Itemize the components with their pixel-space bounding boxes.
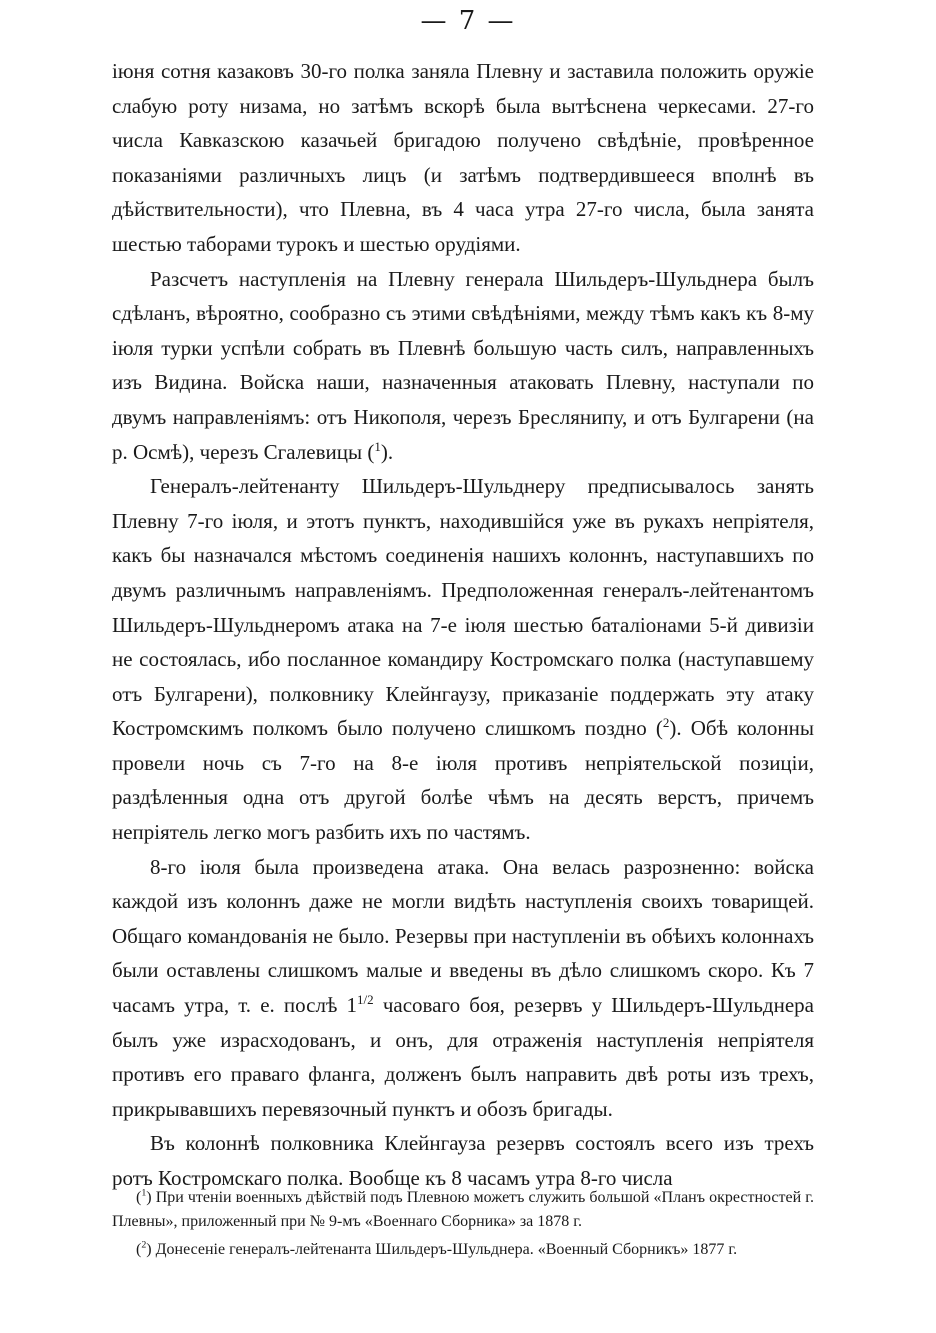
paragraph-text: 8-го іюля была произведена атака. Она велась разрозненно: войска каждой изъ колоннъ даже не могли видѣть наступленія своихъ товарищей. Общаго командованія не было. Резервы при наступленіи въ обѣихъ колоннахъ были оставлены слишкомъ малые и введены въ дѣло слишкомъ скоро. Къ 7 часамъ утра, т. е. послѣ 1 <box>112 854 814 1018</box>
footnote: ($^2$) Донесеніе генералъ-лейтенанта Шильдеръ-Шульднера. «Военный Сборникъ» 1877 г. <box>136 1239 738 1258</box>
paragraph <box>112 850 814 1127</box>
paragraph-text: Генералъ-лейтенанту Шильдеръ-Шульднеру предписывалось занять Плевну 7-го іюля, и этотъ пунктъ, находившійся уже въ рукахъ непріятеля, какъ бы назначался мѣстомъ соединенія нашихъ колоннъ, наступавшихъ по двумъ различнымъ направленіямъ. Предположенная генералъ-лейтенантомъ Шильдеръ-Шульднеромъ атака на 7-е іюля шестью баталіонами 5-й дивизіи не состоялась, ибо посланное командиру Костромскаго полка (наступавшему отъ Булгарени), полковнику Клейнгаузу, приказаніе поддержать эту атаку Костромскимъ полкомъ было получено слишкомъ поздно ( <box>112 474 814 741</box>
paragraph <box>112 469 814 850</box>
footnote-ref: 2 <box>662 715 670 731</box>
paragraph-text: іюня сотня казаковъ 30-го полка заняла Плевну и заставила положить оружіе слабую роту низама, но затѣмъ вскорѣ была вытѣснена черкесами. 27-го числа Кавказскою казачьей бригадою получено свѣдѣніе, провѣренное показаніями различныхъ лицъ (и затѣмъ подтвердившееся вполнѣ въ дѣйствительности), что Плевна, въ 4 часа утра 27-го числа, была занята шестью таборами турокъ и шестью орудіями. <box>112 59 814 256</box>
paragraph <box>112 262 814 470</box>
footnote: ($^1$) При чтеніи военныхъ дѣйствій подъ Плевною можетъ служить большой «Планъ окрестностей г. Плевны», приложенный при № 9-мъ «Военнаго Сборника» за 1878 г. <box>112 1187 815 1230</box>
fraction: 1/2 <box>357 992 374 1008</box>
paragraph <box>112 54 814 262</box>
footnote-mark: 2 <box>141 1239 147 1251</box>
page-number: — 7 — <box>420 6 516 36</box>
paragraph-tail: ). <box>380 439 394 464</box>
footnotes <box>112 1186 814 1266</box>
footnote-text: При чтеніи военныхъ дѣйствій подъ Плевною можетъ служить большой «Планъ окрестностей г. Плевны», приложенный при № 9-мъ «Военнаго Сборника» за 1878 г. <box>112 1189 815 1230</box>
paragraph-tail: ). Обѣ колонны провели ночь съ 7-го на 8-е іюля противъ непріятельской позиціи, раздѣленныя одна отъ другой болѣе чѣмъ на десять верстъ, причемъ непріятель легко могъ разбить ихъ по частямъ. <box>112 716 814 845</box>
paragraph-text: Разсчетъ наступленія на Плевну генерала Шильдеръ-Шульднера былъ сдѣланъ, вѣроятно, сообразно съ этими свѣдѣніями, между тѣмъ какъ къ 8-му іюля турки успѣли собрать въ Плевнѣ большую часть силъ, направленныхъ изъ Видина. Войска наши, назначенныя атаковать Плевну, наступали по двумъ направленіямъ: отъ Никополя, черезъ Бреслянипу, и отъ Булгарени (на р. Осмѣ), черезъ Сгалевицы ( <box>112 266 814 464</box>
footnote-ref: 1 <box>374 438 381 454</box>
paragraph-text: Въ колоннѣ полковника Клейнгауза резервъ состоялъ всего изъ трехъ ротъ Костромскаго полка. Вообще къ 8 часамъ утра 8-го числа <box>112 1131 814 1190</box>
footnote-text: Донесеніе генералъ-лейтенанта Шильдеръ-Шульднера. «Военный Сборникъ» 1877 г. <box>155 1241 738 1258</box>
footnote-mark: 1 <box>141 1187 147 1199</box>
body-text <box>112 54 814 1196</box>
paragraph-tail: часоваго боя, резервъ у Шильдеръ-Шульднера былъ уже израсходованъ, и онъ, для отраженія наступленія непріятеля противъ его праваго фланга, долженъ былъ направить двѣ роты изъ трехъ, прикрывавшихъ перевязочный пунктъ и обозъ бригады. <box>112 993 814 1121</box>
